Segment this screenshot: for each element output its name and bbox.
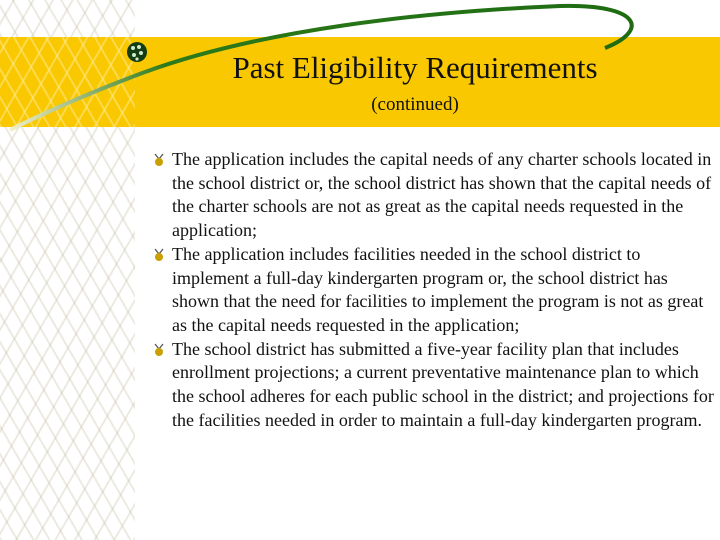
bullet-text: The application includes the capital needs of any charter schools located in the school district or, the school district has shown that the capital needs of the charter schools are not as great as the capital needs requested in the application; xyxy=(172,149,712,241)
bullet-icon xyxy=(153,343,165,357)
bullet-text: The school district has submitted a five-year facility plan that includes enrollment projections; a current preventative maintenance plan to which the school adheres for each public school in the district; and projections for the facilities needed in order to maintain a full-day kindergarten program. xyxy=(172,338,714,430)
slide-title: Past Eligibility Requirements xyxy=(232,50,598,85)
list-item xyxy=(145,148,715,243)
bullet-icon xyxy=(153,248,165,262)
list-item xyxy=(145,338,715,433)
bullet-icon xyxy=(153,153,165,167)
list-item xyxy=(145,243,715,338)
bullet-list xyxy=(145,148,715,432)
slide-subtitle: (continued) xyxy=(371,94,459,115)
bullet-text: The application includes facilities needed in the school district to implement a full-day kindergarten program or, the school district has shown that the need for facilities to implement the program is not as great as the capital needs requested in the application; xyxy=(172,243,704,335)
